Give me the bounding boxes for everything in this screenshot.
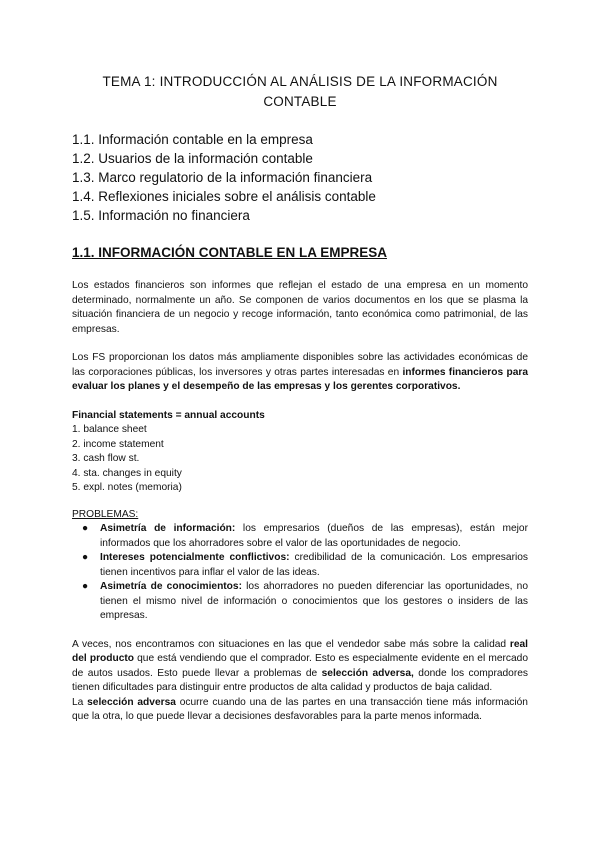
paragraph-bold-text: informes financieros para evaluar los planes y el desempeño de las empresas y los gerentes corporativos. <box>72 366 528 392</box>
financial-statements-list <box>72 409 528 496</box>
table-of-contents <box>72 130 528 225</box>
fs-list-item: 5. expl. notes (memoria) <box>72 482 182 493</box>
fs-list-item: 4. sta. changes in equity <box>72 467 182 479</box>
problem-item <box>82 551 528 580</box>
toc-item: 1.5. Información no financiera <box>72 208 250 223</box>
paragraph-bold-text: selección adversa <box>87 696 176 708</box>
toc-item: 1.2. Usuarios de la información contable <box>72 151 313 166</box>
fs-list-item: 1. balance sheet <box>72 424 147 435</box>
bullet-icon: ● <box>82 552 89 563</box>
paragraph-text: donde los compradores tienen dificultades para distinguir entre productos de alta calidad y productos de baja calidad. <box>72 667 528 693</box>
paragraph-adverse-selection-definition <box>72 696 528 725</box>
problem-text: credibilidad de la comunicación. Los empresarios tienen incentivos para inflar el valor de las ideas. <box>100 552 528 578</box>
toc-item: 1.3. Marco regulatorio de la información financiera <box>72 170 373 185</box>
paragraph-financial-statements: Los estados financieros son informes que reflejan el estado de una empresa en un momento determinado, normalmente un año. Se componen de varios documentos en los que se plasma la situación financiera de un negocio y recoge información, tanto económica como patrimonial, de las empresas. <box>72 280 528 335</box>
problem-term: Intereses potencialmente conflictivos: <box>100 552 290 563</box>
problem-text: los ahorradores no pueden diferenciar las oportunidades, no tienen el mismo nivel de información o conocimientos que los gestores o insiders de las empresas. <box>100 581 529 621</box>
paragraph-adverse-selection-example <box>72 638 528 696</box>
paragraph-text: La <box>72 696 88 708</box>
problem-term: Asimetría de conocimientos: <box>100 581 242 592</box>
bullet-icon: ● <box>82 523 89 534</box>
section-heading: 1.1. INFORMACIÓN CONTABLE EN LA EMPRESA <box>72 245 388 260</box>
problem-term: Asimetría de información: <box>100 523 236 534</box>
paragraph-text: que está vendiendo que el comprador. Esto es especialmente evidente en el mercado de autos usados. Esto puede llevar a problemas de <box>72 653 528 679</box>
toc-item: 1.1. Información contable en la empresa <box>72 132 313 147</box>
paragraph-bold-text: selección adversa, <box>321 667 414 679</box>
problems-heading: PROBLEMAS: <box>72 508 139 520</box>
problems-list <box>72 522 528 624</box>
bullet-icon: ● <box>82 581 89 592</box>
paragraph-text: ocurre cuando una de las partes en una transacción tiene más información que la otra, lo que puede llevar a decisiones desfavorables para la parte menos informada. <box>72 696 528 722</box>
fs-list-item: 3. cash flow st. <box>72 453 140 464</box>
paragraph-text: Los FS proporcionan los datos más ampliamente disponibles sobre las actividades económicas de las corporaciones públicas, los inversores y otras partes interesadas en <box>72 352 528 378</box>
problem-item <box>82 580 529 624</box>
paragraph-fs-data <box>72 351 528 395</box>
fs-list-item: 2. income statement <box>72 438 164 450</box>
fs-list-title: Financial statements = annual accounts <box>72 409 265 421</box>
problem-text: los empresarios (dueños de las empresas), están mejor informados que los ahorradores sobre el valor de las oportunidades de negocio. <box>100 523 528 549</box>
paragraph-bold-text: real del producto <box>72 638 528 664</box>
paragraph-text: A veces, nos encontramos con situaciones en las que el vendedor sabe más sobre la calidad <box>72 638 510 650</box>
toc-item: 1.4. Reflexiones iniciales sobre el análisis contable <box>72 189 376 204</box>
problem-item <box>82 522 528 551</box>
document-title: TEMA 1: INTRODUCCIÓN AL ANÁLISIS DE LA INFORMACIÓN CONTABLE <box>102 74 498 109</box>
